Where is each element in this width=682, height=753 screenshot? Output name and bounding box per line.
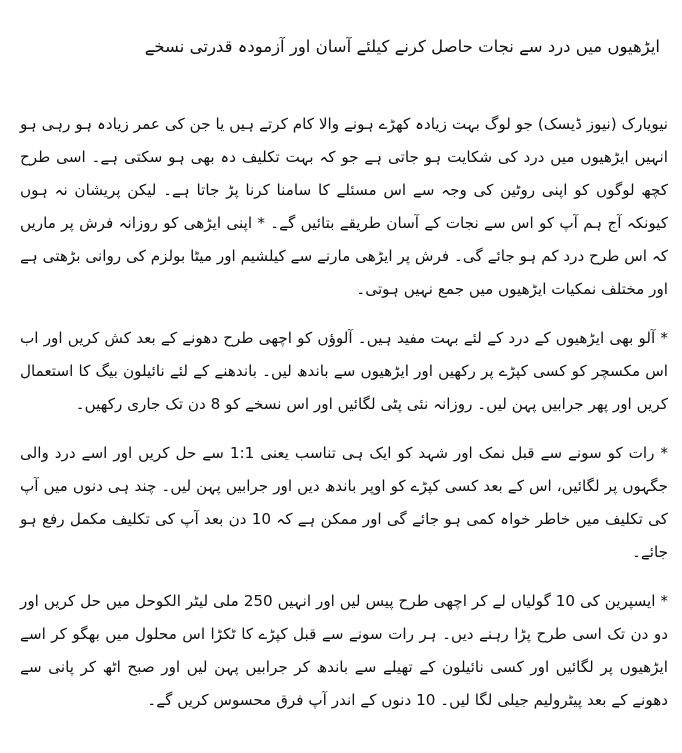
article-paragraph-1: نیویارک (نیوز ڈیسک) جو لوگ بہت زیادہ کھڑے ہونے والا کام کرتے ہیں یا جن کی عمر زیادہ ہو رہی ہو انہیں ایڑھیوں میں درد کی شکایت ہو جاتی ہے جو کہ بہت تکلیف دہ بھی ہو سکتی ہے۔ اسی طرح کچھ لوگوں کو اپنی روٹین کی وجہ سے اس مسئلے کا سامنا کرنا پڑ جاتا ہے۔ لیکن پریشان نہ ہوں کیونکہ آج ہم آپ کو اس سے نجات کے آسان طریقے بتائیں گے۔ * اپنی ایڑھی کو روزانہ فرش پر ماریں کہ اس طرح درد کم ہو جائے گی۔ فرش پر ایڑھی مارنے سے کیلشیم اور میٹا بولزم کی روانی بڑھتی ہے اور مختلف نمکیات ایڑھیوں میں جمع نہیں ہوتی۔ (20, 115, 668, 298)
article-paragraph-4: * ایسپرین کی 10 گولیاں لے کر اچھی طرح پیس لیں اور انہیں 250 ملی لیٹر الکوحل میں حل کریں اور دو دن تک اسی طرح پڑا رہنے دیں۔ ہر رات سونے سے قبل کپڑے کا ٹکڑا اس محلول میں بھگو کر اسے ایڑھیوں پر لگائیں اور کسی نائیلون کے تھیلے سے باندھ کر جرابیں پہن لیں اور صبح اٹھ کر پانی سے دھونے کے بعد پیٹرولیم جیلی لگا لیں۔ 10 دنوں کے اندر آپ فرق محسوس کریں گے۔ (20, 592, 668, 709)
article-paragraph-2: * آلو بھی ایڑھیوں کے درد کے لئے بہت مفید ہیں۔ آلوؤں کو اچھی طرح دھونے کے بعد کش کریں اور اب اس مکسچر کو کسی کپڑے پر رکھیں اور ایڑھیوں سے باندھ لیں۔ باندھنے کے لئے نائیلون بیگ کا استعمال کریں اور پھر جرابیں پہن لیں۔ روزانہ نئی پٹی لگائیں اور اس نسخے کو 8 دن تک جاری رکھیں۔ (20, 329, 668, 413)
article-paragraph-3: * رات کو سونے سے قبل نمک اور شہد کو ایک ہی تناسب یعنی 1:1 سے حل کریں اور اسے درد والی جگہوں پر لگائیں، اس کے بعد کسی کپڑے کو اوپر باندھ دیں اور جرابیں پہن لیں۔ چند ہی دنوں میں آپ کی تکلیف میں خاطر خواہ کمی ہو جائے گی اور ممکن ہے کہ 10 دن بعد آپ کی تکلیف مکمل رفع ہو جائے۔ (20, 444, 669, 561)
article-title: ایڑھیوں میں درد سے نجات حاصل کرنے کیلئے آسان اور آزمودہ قدرتی نسخے (144, 37, 660, 56)
article (20, 0, 668, 717)
